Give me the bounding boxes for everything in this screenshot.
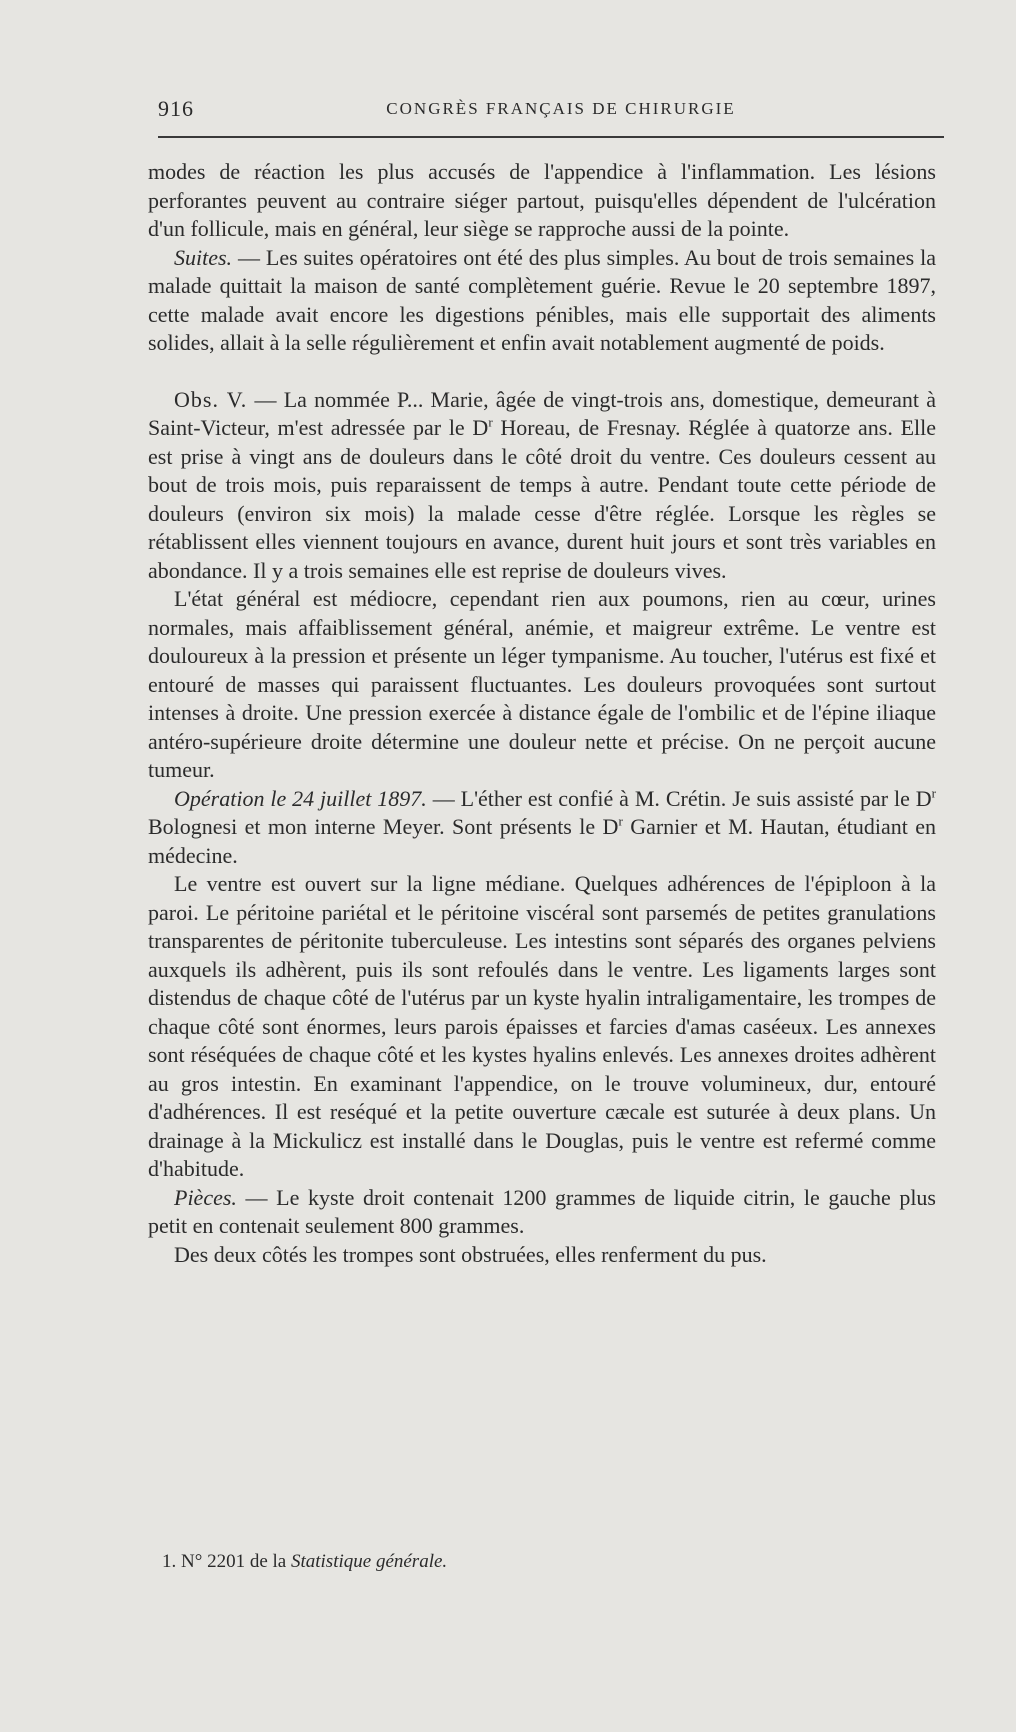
section-label-pieces: Pièces.: [174, 1184, 237, 1210]
body-text: [148, 158, 936, 1269]
paragraph-suites: Suites. — Les suites opératoires ont été des plus simples. Au bout de trois semaines la malade quittait la maison de santé complètement guérie. Revue le 20 septembre 1897, cette malade avait encore les digestions pénibles, mais elle supportait des aliments solides, allait à la selle régulièrement et enfin avait notablement augmenté de poids.: [148, 244, 936, 355]
paragraph-operation: Opération le 24 juillet 1897. — L'éther est confié à M. Crétin. Je suis assisté par le $D^r$ Bolognesi et mon interne Meyer. Sont présents le $D^r$ Garnier et M. Hautan, étudiant en médecine.: [148, 785, 937, 868]
footnote: 1. N° 2201 de la Statistique générale.: [162, 1551, 448, 1572]
paragraph-pieces: Pièces. — Le kyste droit contenait 1200 grammes de liquide citrin, le gauche plus petit en contenait seulement 800 grammes.: [148, 1184, 936, 1238]
section-label-suites: Suites.: [174, 244, 233, 270]
paragraph-observation-v: Obs. V. — La nommée P... Marie, âgée de vingt-trois ans, domestique, demeurant à Saint-Victeur, m'est adressée par le $D^r$ Horeau, de Fresnay. Réglée à quatorze ans. Elle est prise à vingt ans de douleurs dans le côté droit du ventre. Ces douleurs cessent au bout de trois mois, puis reparaissent de temps à autre. Pendant toute cette période de douleurs (environ six mois) la malade cesse d'être réglée. Lorsque les règles se rétablissent elles viennent toujours en avance, durent huit jours et sont très variables en abondance. Il y a trois semaines elle est reprise de douleurs vives.: [148, 386, 937, 583]
paragraph-ventre: Le ventre est ouvert sur la ligne médiane. Quelques adhérences de l'épiploon à la paroi. Le péritoine pariétal et le péritoine viscéral sont parsemés de petites granulations transparentes de péritonite tuberculeuse. Les intestins sont séparés des organes pelviens auxquels ils adhèrent, puis ils sont refoulés dans le ventre. Les ligaments larges sont distendus de chaque côté de l'utérus par un kyste hyalin intraligamentaire, les trompes de chaque côté sont énormes, leurs parois épaisses et farcies d'amas caséeux. Les annexes sont réséquées de chaque côté et les kystes hyalins enlevés. Les annexes droites adhèrent au gros intestin. En examinant l'appendice, on le trouve volumineux, dur, entouré d'adhérences. Il est reséqué et la petite ouverture cæcale est suturée à deux plans. Un drainage à la Mickulicz est installé dans le Douglas, puis le ventre est refermé comme d'habitude.: [148, 871, 936, 1181]
observation-label: Obs. V.: [174, 386, 248, 412]
page-header: [158, 96, 942, 124]
paragraph-trompes: Des deux côtés les trompes sont obstruées, elles renferment du pus.: [174, 1241, 767, 1267]
running-title: CONGRÈS FRANÇAIS DE CHIRURGIE: [386, 99, 736, 118]
page-number: 916: [158, 96, 194, 121]
header-rule: [158, 136, 944, 138]
paragraph-continuation: modes de réaction les plus accusés de l'appendice à l'inflammation. Les lésions perforantes peuvent au contraire siéger partout, puisqu'elles dépendent de l'ulcération d'un follicule, mais en général, leur siège se rapproche aussi de la pointe.: [148, 159, 936, 241]
footnote-number: 1.: [162, 1551, 177, 1572]
section-label-operation: Opération le 24 juillet 1897.: [174, 785, 427, 811]
paragraph-etat-general: L'état général est médiocre, cependant rien aux poumons, rien au cœur, urines normales, mais affaiblissement général, anémie, et maigreur extrême. Le ventre est douloureux à la pression et présente un léger tympanisme. Au toucher, l'utérus est fixé et entouré de masses qui paraissent fluctuantes. Les douleurs provoquées sont surtout intenses à droite. Une pression exercée à distance égale de l'ombilic et de l'épine iliaque antéro-supérieure droite détermine une douleur nette et précise. On ne perçoit aucune tumeur.: [148, 586, 936, 782]
